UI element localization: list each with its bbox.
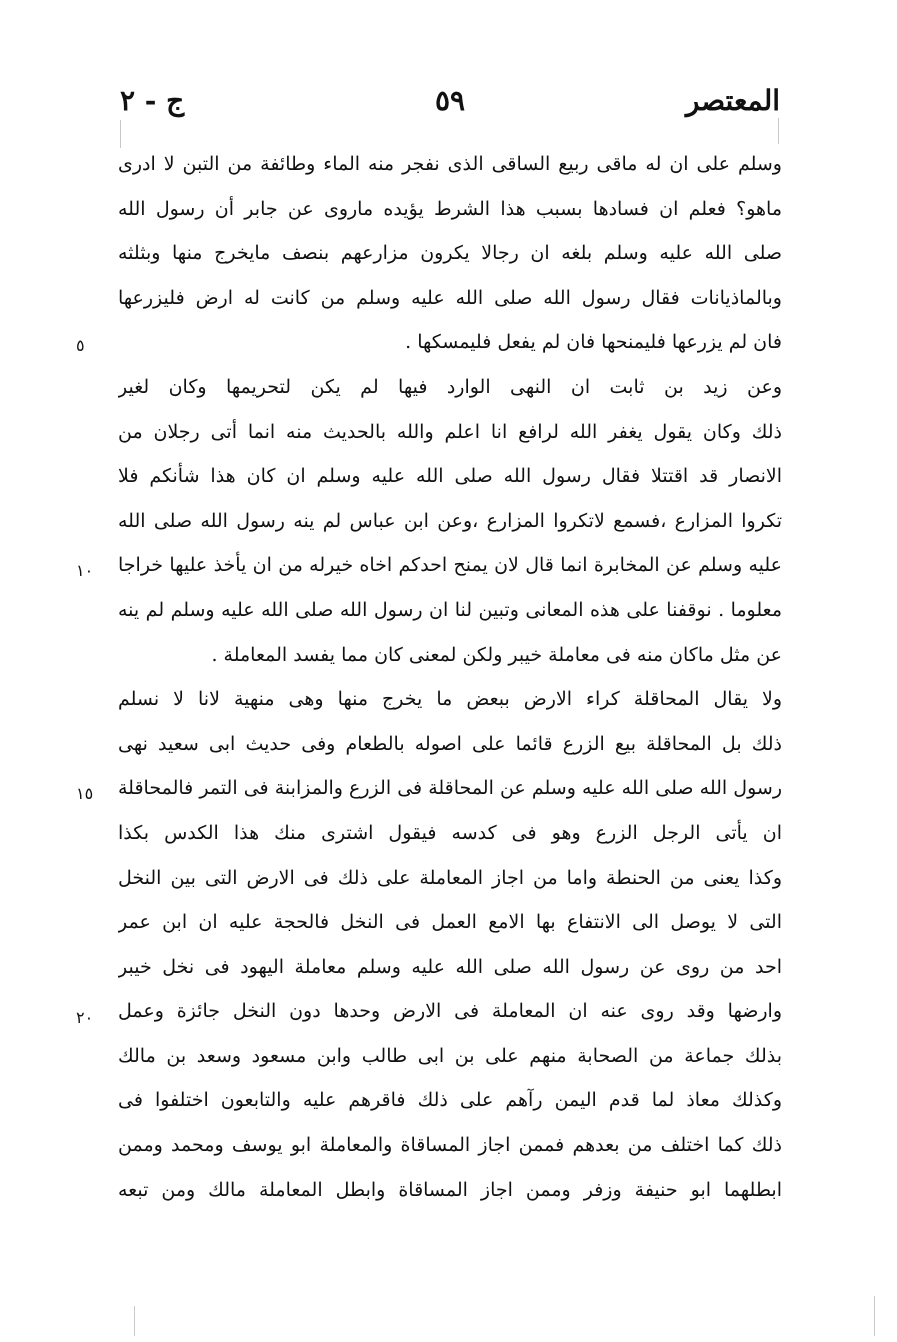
volume-label: ج - ٢ [120, 84, 185, 117]
text-line: الانصار قد اقتتلا فقال رسول الله صلى الله عليه وسلم ان كان هذا شأنكم فلا [118, 465, 782, 488]
text-line: ذلك بل المحاقلة بيع الزرع قائما على اصوله بالطعام وفى حديث ابى سعيد نهى [118, 732, 782, 755]
page-header [120, 84, 780, 124]
page-number: ٥٩ [434, 84, 466, 117]
text-line: ابطلهما ابو حنيفة وزفر وممن اجاز المساقاة وابطل المعاملة مالك ومن تبعه [118, 1178, 782, 1201]
margin-line-number: ٥ [76, 336, 85, 355]
text-line: تكروا المزارع ،فسمع لاتكروا المزارع ،وعن ابن عباس لم ينه رسول الله صلى الله [118, 509, 782, 532]
text-line: ان يأتى الرجل الزرع وهو فى كدسه فيقول اشترى منك هذا الكدس بكذا [118, 821, 782, 844]
scan-artifact [134, 1306, 135, 1336]
running-head: المعتصر [685, 84, 780, 117]
body-text [118, 142, 782, 1212]
margin-line-number: ١٠ [76, 561, 94, 580]
text-line: وبالماذيانات فقال رسول الله صلى الله عليه وسلم من كانت له ارض فليزرعها [118, 286, 782, 309]
text-line: احد من روى عن رسول الله صلى الله عليه وسلم معاملة اليهود فى نخل خيبر [118, 955, 782, 978]
text-line: ولا يقال المحاقلة كراء الارض ببعض ما يخرج منها وهى منهية لانا لا نسلم [118, 688, 782, 711]
text-line: ذلك كما اختلف من بعدهم فممن اجاز المساقاة والمعاملة ابو يوسف ومحمد وممن [118, 1134, 782, 1157]
margin-line-number: ١٥ [76, 784, 94, 803]
text-line: وارضها وقد روى عنه ان المعاملة فى الارض وحدها دون النخل جائزة وعمل [118, 1000, 782, 1023]
text-line: وسلم على ان له ماقى ربيع الساقى الذى نفجر منه الماء وطائفة من التبن لا ادرى [118, 153, 782, 175]
text-line: التى لا يوصل الى الانتفاع بها الامع العمل فى النخل فالحجة عليه ان ابن عمر [118, 911, 782, 934]
text-line: معلوما . نوقفنا على هذه المعانى وتبين لنا ان رسول الله صلى الله عليه وسلم لم ينه [118, 598, 782, 621]
text-line: بذلك جماعة من الصحابة منهم على بن ابى طالب وابن مسعود وسعد بن مالك [118, 1044, 782, 1067]
scan-artifact [120, 120, 121, 148]
scan-artifact [778, 118, 779, 144]
text-line: عليه وسلم عن المخابرة انما قال لان يمنح احدكم اخاه خيرله من ان يأخذ عليها خراجا [118, 554, 782, 577]
text-line: ذلك وكان يقول يغفر الله لرافع انا اعلم والله بالحديث منه انما أتى رجلان من [118, 420, 782, 443]
text-line: ماهو؟ فعلم ان فسادها بسبب هذا الشرط يؤيده ماروى عن جابر أن رسول الله [118, 197, 782, 220]
text-line: صلى الله عليه وسلم بلغه ان رجالا يكرون مزارعهم بنصف مايخرج منها وبثلثه [118, 242, 782, 265]
margin-line-number: ٢٠ [76, 1008, 94, 1027]
scan-artifact [874, 1296, 875, 1336]
text-line: وكذا يعنى من الحنطة واما من اجاز المعاملة على ذلك فى الارض التى بين النخل [118, 866, 782, 889]
text-line: فان لم يزرعها فليمنحها فان لم يفعل فليمسكها . [405, 331, 782, 354]
text-line: وكذلك معاذ لما قدم اليمن رآهم على ذلك فاقرهم عليه والتابعون اختلفوا فى [118, 1089, 782, 1112]
text-line: وعن زيد بن ثابت ان النهى الوارد فيها لم يكن لتحريمها وكان لغير [118, 375, 782, 398]
text-line: عن مثل ماكان منه فى معاملة خيبر ولكن لمعنى كان مما يفسد المعاملة . [211, 643, 782, 666]
text-line: رسول الله صلى الله عليه وسلم عن المحاقلة فى الزرع والمزابنة فى التمر فالمحاقلة [118, 777, 782, 800]
